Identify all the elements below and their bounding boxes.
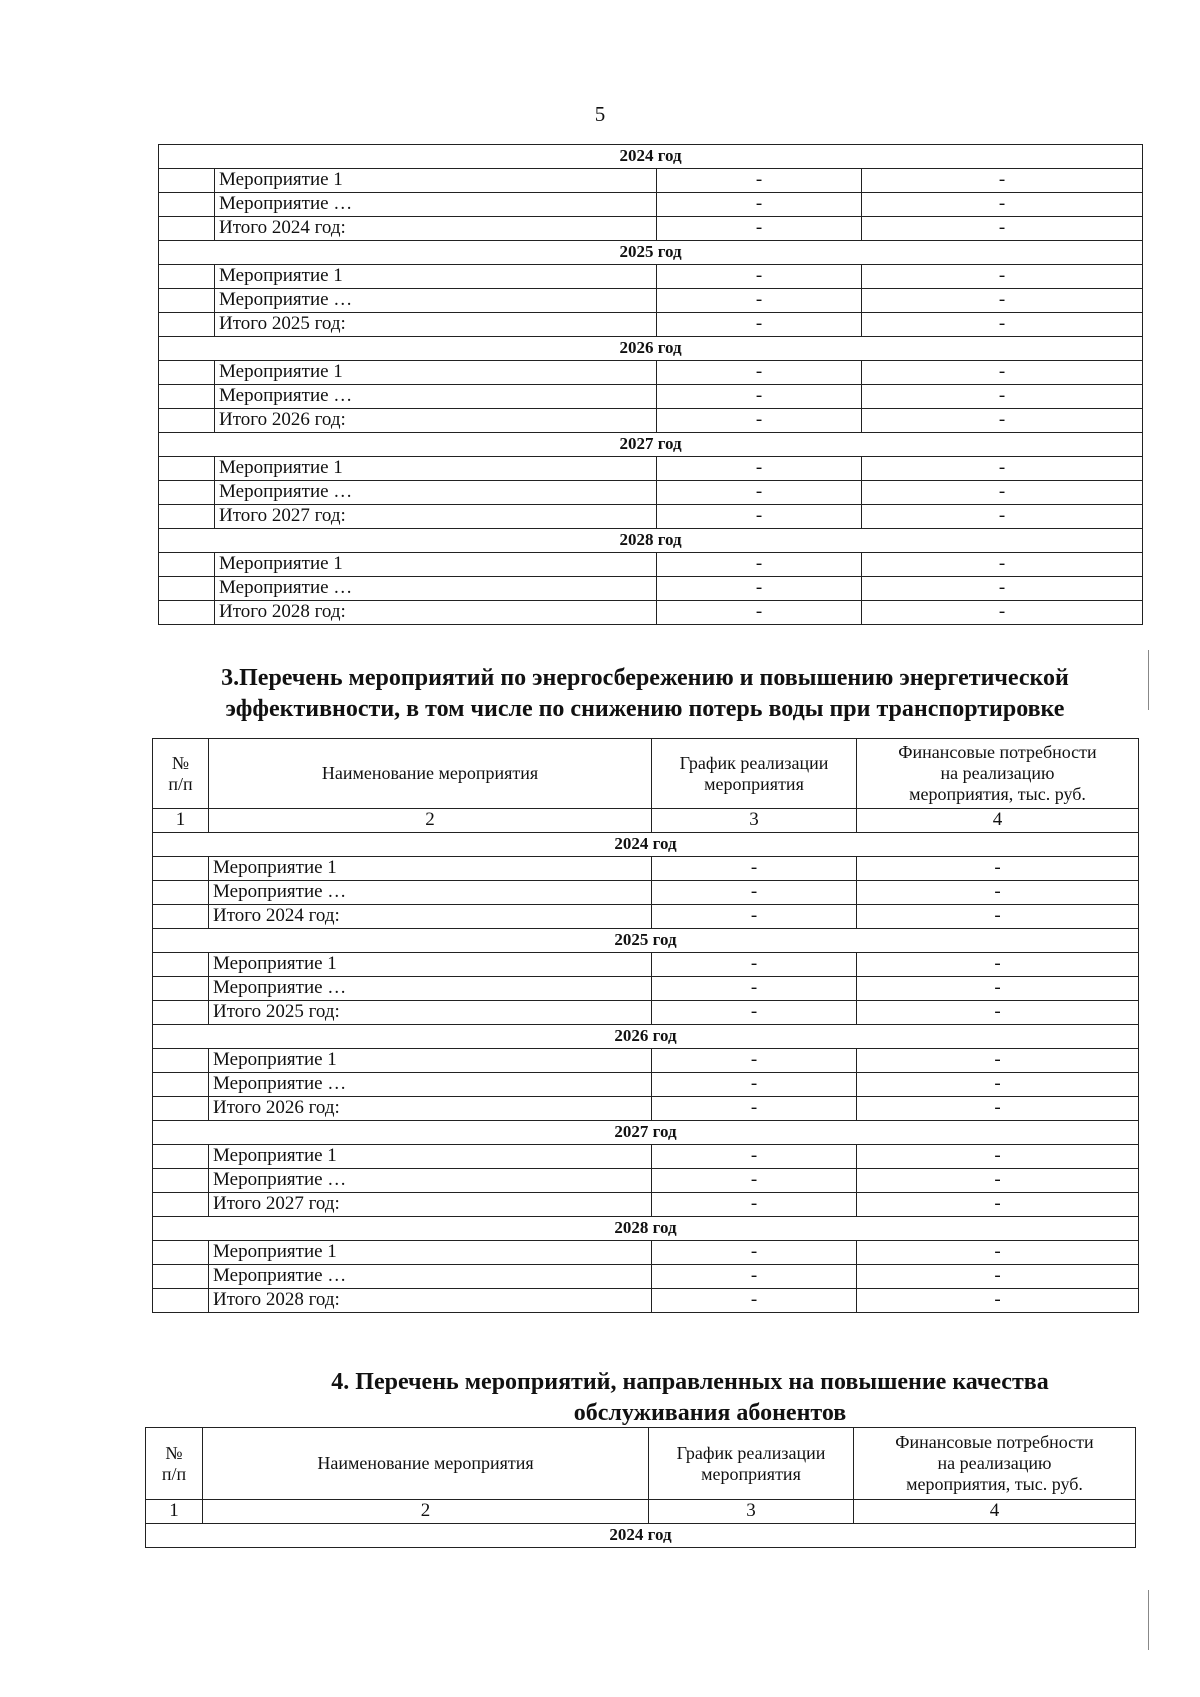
schedule-cell: - <box>657 217 862 241</box>
schedule-cell: - <box>657 505 862 529</box>
column-number: 3 <box>652 809 857 833</box>
column-number: 2 <box>209 809 652 833</box>
event-name-cell: Мероприятие … <box>209 1265 652 1289</box>
finance-cell: - <box>857 905 1139 929</box>
column-number: 4 <box>854 1500 1136 1524</box>
total-row <box>159 601 1143 625</box>
row-number-cell <box>153 1169 209 1193</box>
total-row <box>153 1289 1139 1313</box>
event-name-cell: Итого 2026 год: <box>215 409 657 433</box>
year-header: 2024 год <box>146 1524 1136 1548</box>
schedule-cell: - <box>652 1193 857 1217</box>
schedule-cell: - <box>657 481 862 505</box>
row-number-cell <box>159 601 215 625</box>
total-row <box>153 1193 1139 1217</box>
event-row <box>159 481 1143 505</box>
event-row <box>153 881 1139 905</box>
schedule-cell: - <box>657 385 862 409</box>
event-row <box>159 169 1143 193</box>
event-name-cell: Мероприятие … <box>209 1073 652 1097</box>
event-name-cell: Мероприятие … <box>209 977 652 1001</box>
finance-cell: - <box>857 1097 1139 1121</box>
finance-cell: - <box>862 409 1143 433</box>
event-name-cell: Мероприятие … <box>215 289 657 313</box>
finance-cell: - <box>862 217 1143 241</box>
schedule-cell: - <box>652 1289 857 1313</box>
finance-cell: - <box>857 977 1139 1001</box>
row-number-cell <box>159 289 215 313</box>
finance-cell: - <box>862 193 1143 217</box>
event-name-cell: Итого 2024 год: <box>215 217 657 241</box>
row-number-cell <box>159 193 215 217</box>
row-number-cell <box>159 577 215 601</box>
event-row <box>153 1145 1139 1169</box>
header-name: Наименование мероприятия <box>209 739 652 809</box>
finance-cell: - <box>857 1265 1139 1289</box>
event-name-cell: Мероприятие 1 <box>209 1241 652 1265</box>
finance-cell: - <box>862 361 1143 385</box>
schedule-cell: - <box>657 169 862 193</box>
event-name-cell: Итого 2027 год: <box>209 1193 652 1217</box>
year-header: 2027 год <box>159 433 1143 457</box>
schedule-cell: - <box>652 1169 857 1193</box>
total-row <box>159 409 1143 433</box>
row-number-cell <box>153 1241 209 1265</box>
schedule-cell: - <box>657 577 862 601</box>
year-header: 2025 год <box>153 929 1139 953</box>
header-finance: Финансовые потребности на реализацию мероприятия, тыс. руб. <box>854 1428 1136 1500</box>
finance-cell: - <box>857 953 1139 977</box>
schedule-cell: - <box>652 881 857 905</box>
column-number: 1 <box>146 1500 203 1524</box>
event-name-cell: Итого 2028 год: <box>215 601 657 625</box>
finance-cell: - <box>857 881 1139 905</box>
row-number-cell <box>153 1097 209 1121</box>
column-number: 2 <box>203 1500 649 1524</box>
row-number-cell <box>159 409 215 433</box>
row-number-cell <box>153 905 209 929</box>
event-row <box>153 977 1139 1001</box>
event-name-cell: Мероприятие 1 <box>209 1145 652 1169</box>
schedule-cell: - <box>657 457 862 481</box>
row-number-cell <box>159 457 215 481</box>
schedule-cell: - <box>652 977 857 1001</box>
event-row <box>159 193 1143 217</box>
total-row <box>153 1001 1139 1025</box>
event-name-cell: Мероприятие … <box>215 385 657 409</box>
event-row <box>159 289 1143 313</box>
event-name-cell: Мероприятие 1 <box>215 265 657 289</box>
finance-cell: - <box>857 1169 1139 1193</box>
event-name-cell: Мероприятие … <box>209 881 652 905</box>
energy-efficiency-table <box>152 738 1139 1313</box>
finance-cell: - <box>857 1049 1139 1073</box>
event-name-cell: Мероприятие 1 <box>215 361 657 385</box>
schedule-cell: - <box>657 409 862 433</box>
event-row <box>159 577 1143 601</box>
row-number-cell <box>159 217 215 241</box>
event-row <box>153 953 1139 977</box>
finance-cell: - <box>862 265 1143 289</box>
year-header: 2028 год <box>159 529 1143 553</box>
row-number-cell <box>153 977 209 1001</box>
row-number-cell <box>153 1049 209 1073</box>
row-number-cell <box>153 857 209 881</box>
event-name-cell: Мероприятие 1 <box>215 553 657 577</box>
row-number-cell <box>159 313 215 337</box>
schedule-cell: - <box>657 601 862 625</box>
finance-cell: - <box>857 1073 1139 1097</box>
event-row <box>153 1265 1139 1289</box>
total-row <box>159 217 1143 241</box>
finance-cell: - <box>862 313 1143 337</box>
finance-cell: - <box>857 1001 1139 1025</box>
header-name: Наименование мероприятия <box>203 1428 649 1500</box>
schedule-cell: - <box>652 1097 857 1121</box>
event-name-cell: Итого 2025 год: <box>209 1001 652 1025</box>
row-number-cell <box>153 1289 209 1313</box>
row-number-cell <box>153 1073 209 1097</box>
schedule-cell: - <box>652 857 857 881</box>
section-4-title-line1: 4. Перечень мероприятий, направленных на повышение качества <box>331 1369 1049 1395</box>
header-schedule: График реализации мероприятия <box>649 1428 854 1500</box>
finance-cell: - <box>857 1145 1139 1169</box>
header-schedule: График реализации мероприятия <box>652 739 857 809</box>
event-name-cell: Итого 2024 год: <box>209 905 652 929</box>
section-3-title-line2: эффективности, в том числе по снижению потерь воды при транспортировке <box>225 696 1065 722</box>
total-row <box>159 505 1143 529</box>
finance-cell: - <box>857 1193 1139 1217</box>
finance-cell: - <box>862 289 1143 313</box>
total-row <box>153 1097 1139 1121</box>
finance-cell: - <box>857 1241 1139 1265</box>
header-number: № п/п <box>146 1428 203 1500</box>
column-number: 3 <box>649 1500 854 1524</box>
row-number-cell <box>159 265 215 289</box>
schedule-cell: - <box>652 1241 857 1265</box>
row-number-cell <box>153 881 209 905</box>
header-number: № п/п <box>153 739 209 809</box>
schedule-cell: - <box>657 265 862 289</box>
year-header: 2026 год <box>159 337 1143 361</box>
row-number-cell <box>159 169 215 193</box>
year-header: 2024 год <box>159 145 1143 169</box>
row-number-cell <box>159 385 215 409</box>
event-name-cell: Итого 2026 год: <box>209 1097 652 1121</box>
scan-edge-mark <box>1148 1590 1149 1650</box>
row-number-cell <box>159 505 215 529</box>
row-number-cell <box>159 553 215 577</box>
year-header: 2027 год <box>153 1121 1139 1145</box>
event-name-cell: Итого 2027 год: <box>215 505 657 529</box>
finance-cell: - <box>862 601 1143 625</box>
event-row <box>159 553 1143 577</box>
event-row <box>159 265 1143 289</box>
event-name-cell: Мероприятие 1 <box>209 857 652 881</box>
finance-cell: - <box>862 457 1143 481</box>
schedule-cell: - <box>652 1145 857 1169</box>
year-header: 2026 год <box>153 1025 1139 1049</box>
section-4-title <box>270 1367 1110 1429</box>
column-number: 1 <box>153 809 209 833</box>
row-number-cell <box>159 481 215 505</box>
finance-cell: - <box>862 553 1143 577</box>
row-number-cell <box>153 1001 209 1025</box>
finance-cell: - <box>857 857 1139 881</box>
schedule-cell: - <box>657 289 862 313</box>
event-name-cell: Мероприятие 1 <box>209 1049 652 1073</box>
scan-edge-mark <box>1148 650 1149 710</box>
schedule-cell: - <box>652 953 857 977</box>
event-row <box>153 1049 1139 1073</box>
event-name-cell: Мероприятие … <box>215 481 657 505</box>
event-name-cell: Мероприятие 1 <box>215 169 657 193</box>
schedule-cell: - <box>657 193 862 217</box>
row-number-cell <box>153 1265 209 1289</box>
schedule-cell: - <box>652 1073 857 1097</box>
row-number-cell <box>153 1193 209 1217</box>
section-4-title-line2: обслуживания абонентов <box>573 1400 847 1426</box>
event-row <box>153 1073 1139 1097</box>
event-name-cell: Мероприятие 1 <box>209 953 652 977</box>
events-table-continued <box>158 144 1143 625</box>
finance-cell: - <box>862 577 1143 601</box>
finance-cell: - <box>857 1289 1139 1313</box>
schedule-cell: - <box>657 361 862 385</box>
schedule-cell: - <box>657 553 862 577</box>
schedule-cell: - <box>657 313 862 337</box>
event-name-cell: Мероприятие … <box>215 577 657 601</box>
event-name-cell: Мероприятие … <box>215 193 657 217</box>
finance-cell: - <box>862 169 1143 193</box>
total-row <box>159 313 1143 337</box>
schedule-cell: - <box>652 1049 857 1073</box>
section-3-title <box>150 663 1140 725</box>
finance-cell: - <box>862 481 1143 505</box>
event-name-cell: Итого 2028 год: <box>209 1289 652 1313</box>
schedule-cell: - <box>652 1265 857 1289</box>
event-name-cell: Мероприятие 1 <box>215 457 657 481</box>
event-row <box>153 1241 1139 1265</box>
schedule-cell: - <box>652 905 857 929</box>
row-number-cell <box>159 361 215 385</box>
event-row <box>159 457 1143 481</box>
year-header: 2024 год <box>153 833 1139 857</box>
page-number: 5 <box>594 102 606 126</box>
event-row <box>153 857 1139 881</box>
finance-cell: - <box>862 385 1143 409</box>
header-finance: Финансовые потребности на реализацию мероприятия, тыс. руб. <box>857 739 1139 809</box>
event-name-cell: Мероприятие … <box>209 1169 652 1193</box>
year-header: 2028 год <box>153 1217 1139 1241</box>
row-number-cell <box>153 1145 209 1169</box>
year-header: 2025 год <box>159 241 1143 265</box>
event-name-cell: Итого 2025 год: <box>215 313 657 337</box>
schedule-cell: - <box>652 1001 857 1025</box>
total-row <box>153 905 1139 929</box>
row-number-cell <box>153 953 209 977</box>
event-row <box>153 1169 1139 1193</box>
event-row <box>159 361 1143 385</box>
section-3-title-line1: 3.Перечень мероприятий по энергосбережению и повышению энергетической <box>221 665 1069 691</box>
event-row <box>159 385 1143 409</box>
finance-cell: - <box>862 505 1143 529</box>
column-number: 4 <box>857 809 1139 833</box>
service-quality-table <box>145 1427 1136 1548</box>
